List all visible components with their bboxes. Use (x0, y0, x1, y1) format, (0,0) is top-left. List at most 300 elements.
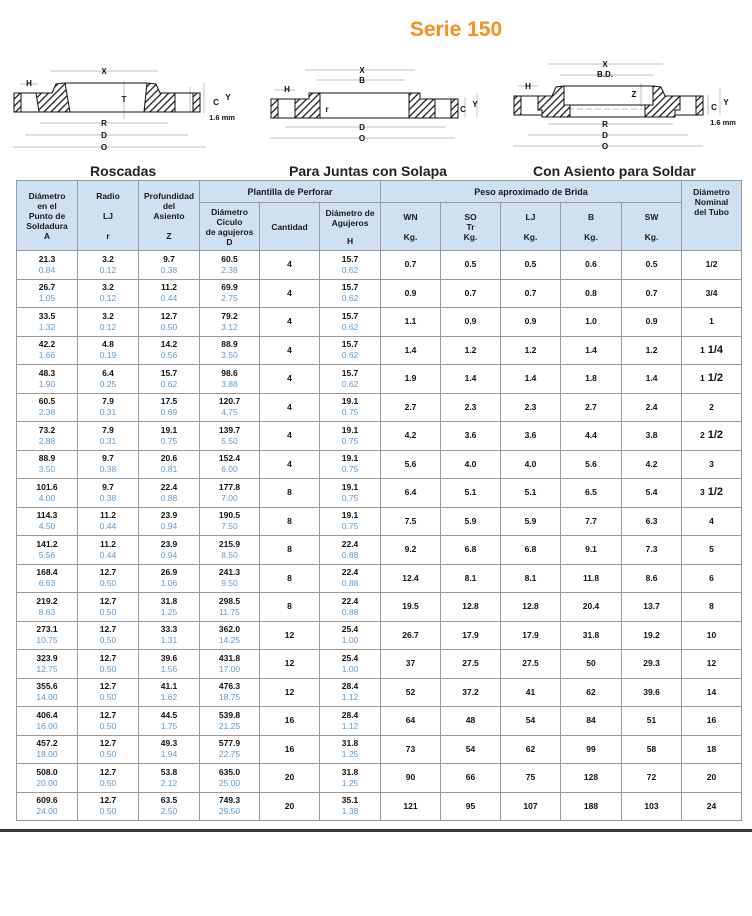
value-inch: 0.62 (341, 350, 359, 361)
cell-weight-sw: 29.3 (622, 650, 682, 679)
value-inch: 4.00 (38, 492, 56, 503)
table-row (17, 279, 742, 308)
cell-weight-sw: 1.4 (622, 365, 682, 394)
cell-d (200, 479, 260, 508)
nominal-whole: 3 (709, 458, 714, 469)
cell-weight-so: 6.8 (441, 536, 501, 565)
cell-z (139, 308, 200, 337)
value-mm: 31.8 (341, 738, 359, 749)
value-mm: 88.9 (221, 339, 238, 350)
value-mm: 635.0 (218, 766, 241, 777)
value-mm: 273.1 (36, 624, 58, 635)
value-mm: 12.7 (99, 595, 117, 606)
value-inch: 3.12 (221, 321, 238, 332)
cell-weight-wn: 5.6 (381, 450, 441, 479)
cell-h (320, 764, 381, 793)
cell-a (17, 308, 78, 337)
value-inch: 0.75 (341, 521, 359, 532)
cell-a (17, 707, 78, 736)
cell-a (17, 336, 78, 365)
value-mm: 17.5 (160, 396, 178, 407)
value-mm: 12.7 (99, 652, 117, 663)
value-inch: 2.12 (160, 777, 178, 788)
cell-nominal (682, 621, 742, 650)
cell-a (17, 479, 78, 508)
cell-weight-sw: 7.3 (622, 536, 682, 565)
cell-weight-b: 50 (561, 650, 622, 679)
flange-socket-weld-drawing (508, 55, 752, 155)
value-inch: 0.62 (341, 264, 359, 275)
value-inch: 0.56 (160, 350, 178, 361)
cell-weight-so: 0.9 (441, 308, 501, 337)
cell-a (17, 279, 78, 308)
header-diametro-soldadura: Diámetro en el Punto de Soldadura A (17, 181, 78, 251)
cell-weight-sw: 5.4 (622, 479, 682, 508)
value-inch: 8.50 (221, 549, 238, 560)
cell-weight-wn: 7.5 (381, 507, 441, 536)
value-inch: 0.50 (99, 806, 117, 817)
cell-weight-b: 7.7 (561, 507, 622, 536)
dim-b-label: B (359, 76, 365, 85)
cell-weight-b: 1.0 (561, 308, 622, 337)
cell-nominal (682, 393, 742, 422)
dim-d-label: D (101, 131, 107, 140)
value-mm: 11.2 (99, 510, 117, 521)
cell-weight-lj: 3.6 (501, 422, 561, 451)
cell-a (17, 564, 78, 593)
value-inch: 0.38 (160, 264, 178, 275)
flange-threaded-drawing (8, 55, 248, 155)
value-inch: 0.31 (99, 407, 117, 418)
table-row (17, 450, 742, 479)
cell-z (139, 593, 200, 622)
cell-weight-sw: 51 (622, 707, 682, 736)
value-inch: 1.25 (341, 749, 359, 760)
value-mm: 25.4 (341, 652, 359, 663)
dim-r-label: r (325, 105, 329, 114)
value-mm: 15.7 (341, 367, 359, 378)
cell-r (78, 593, 139, 622)
value-inch: 0.50 (160, 321, 178, 332)
value-mm: 12.7 (160, 310, 178, 321)
header-radio: Radio LJ r (78, 181, 139, 251)
cell-weight-b: 6.5 (561, 479, 622, 508)
cell-weight-lj: 6.8 (501, 536, 561, 565)
value-mm: 88.9 (38, 453, 56, 464)
cell-h (320, 564, 381, 593)
value-mm: 476.3 (218, 681, 241, 692)
cell-d (200, 764, 260, 793)
cell-r (78, 735, 139, 764)
cell-z (139, 365, 200, 394)
table-row (17, 308, 742, 337)
cell-weight-sw: 39.6 (622, 678, 682, 707)
value-mm: 101.6 (36, 481, 58, 492)
dim-bd-label: B.D. (597, 70, 613, 79)
cell-weight-lj: 54 (501, 707, 561, 736)
value-mm: 141.2 (36, 538, 58, 549)
cell-h (320, 507, 381, 536)
value-mm: 298.5 (218, 595, 241, 606)
value-inch: 0.62 (341, 293, 359, 304)
value-mm: 15.7 (341, 339, 359, 350)
value-mm: 15.7 (160, 367, 178, 378)
cell-weight-b: 9.1 (561, 536, 622, 565)
header-profundidad: Profundidad del Asiento Z (139, 181, 200, 251)
cell-weight-lj: 17.9 (501, 621, 561, 650)
dim-r-label: R (602, 120, 608, 129)
cell-d (200, 365, 260, 394)
value-inch: 14.00 (36, 692, 58, 703)
cell-r (78, 393, 139, 422)
value-inch: 1.31 (160, 635, 178, 646)
table-row (17, 393, 742, 422)
cell-weight-b: 5.6 (561, 450, 622, 479)
value-inch: 2.88 (38, 435, 56, 446)
value-mm: 120.7 (218, 396, 241, 407)
value-inch: 22.75 (218, 749, 241, 760)
value-mm: 23.9 (160, 538, 178, 549)
nominal-whole: 18 (706, 743, 717, 754)
cell-weight-sw: 1.2 (622, 336, 682, 365)
cell-d (200, 422, 260, 451)
cell-weight-b: 2.7 (561, 393, 622, 422)
cell-weight-wn: 4.2 (381, 422, 441, 451)
cell-weight-wn: 9.2 (381, 536, 441, 565)
dim-c-label: C (213, 98, 219, 107)
cell-h (320, 536, 381, 565)
nominal-fraction: 1/2 (707, 429, 724, 442)
value-mm: 152.4 (218, 453, 241, 464)
value-mm: 42.2 (38, 339, 56, 350)
cell-nominal (682, 792, 742, 821)
cell-a (17, 678, 78, 707)
header-nominal: Diámetro Nominal del Tubo (682, 181, 742, 251)
cell-cantidad: 4 (260, 422, 320, 451)
cell-weight-wn: 1.9 (381, 365, 441, 394)
value-mm: 539.8 (218, 709, 241, 720)
cell-weight-lj: 62 (501, 735, 561, 764)
value-mm: 60.5 (38, 396, 56, 407)
cell-weight-so: 27.5 (441, 650, 501, 679)
value-mm: 12.7 (99, 624, 117, 635)
value-inch: 20.00 (36, 777, 58, 788)
nominal-whole: 6 (709, 572, 714, 583)
cell-r (78, 536, 139, 565)
cell-weight-so: 48 (441, 707, 501, 736)
value-inch: 18.75 (218, 692, 241, 703)
value-inch: 0.75 (341, 464, 359, 475)
value-mm: 19.1 (341, 510, 359, 521)
cell-weight-so: 0.5 (441, 251, 501, 280)
cell-weight-b: 11.8 (561, 564, 622, 593)
value-mm: 6.4 (102, 367, 114, 378)
value-mm: 355.6 (36, 681, 58, 692)
cell-a (17, 393, 78, 422)
value-mm: 33.3 (160, 624, 178, 635)
value-mm: 3.2 (102, 282, 114, 293)
cell-a (17, 422, 78, 451)
header-peso-group: Peso aproximado de Brida (381, 181, 682, 203)
value-mm: 53.8 (160, 766, 178, 777)
nominal-whole: 1 (700, 373, 705, 384)
cell-weight-lj: 0.7 (501, 279, 561, 308)
value-inch: 1.94 (160, 749, 178, 760)
value-mm: 48.3 (38, 367, 56, 378)
dim-o-label: O (358, 134, 366, 143)
value-mm: 19.1 (341, 481, 359, 492)
cell-weight-wn: 73 (381, 735, 441, 764)
cell-nominal (682, 650, 742, 679)
value-inch: 7.50 (221, 521, 238, 532)
value-inch: 1.66 (38, 350, 56, 361)
value-mm: 15.7 (341, 310, 359, 321)
flange-lap-joint-drawing (265, 55, 495, 155)
cell-weight-lj: 2.3 (501, 393, 561, 422)
cell-nominal (682, 251, 742, 280)
cell-d (200, 678, 260, 707)
value-mm: 28.4 (341, 709, 359, 720)
cell-weight-so: 12.8 (441, 593, 501, 622)
cell-h (320, 251, 381, 280)
table-header (17, 181, 742, 251)
cell-r (78, 650, 139, 679)
cell-d (200, 564, 260, 593)
nominal-whole: 1 (709, 316, 714, 327)
value-inch: 0.81 (160, 464, 178, 475)
value-inch: 12.75 (36, 663, 58, 674)
nominal-whole: 8 (709, 601, 714, 612)
cell-h (320, 593, 381, 622)
cell-d (200, 735, 260, 764)
header-agujeros: Diámetro de Agujeros H (320, 203, 381, 251)
table-row (17, 707, 742, 736)
nominal-whole: 4 (709, 515, 714, 526)
nominal-fraction: 1/2 (707, 486, 724, 499)
cell-weight-so: 54 (441, 735, 501, 764)
value-inch: 0.12 (99, 321, 117, 332)
value-inch: 1.32 (38, 321, 56, 332)
cell-weight-b: 62 (561, 678, 622, 707)
cell-weight-lj: 0.9 (501, 308, 561, 337)
value-inch: 9.50 (221, 578, 238, 589)
dim-c-label: C (711, 103, 717, 112)
value-mm: 98.6 (221, 367, 238, 378)
cell-weight-wn: 121 (381, 792, 441, 821)
cell-nominal (682, 764, 742, 793)
cell-h (320, 650, 381, 679)
value-inch: 17.00 (218, 663, 241, 674)
nominal-whole: 2 (709, 401, 714, 412)
dim-o-label: O (601, 142, 609, 151)
value-mm: 12.7 (99, 709, 117, 720)
cell-weight-so: 5.9 (441, 507, 501, 536)
dim-gap-label: 1.6 mm (209, 113, 235, 122)
value-mm: 7.9 (102, 396, 114, 407)
cell-d (200, 650, 260, 679)
value-inch: 1.25 (160, 606, 178, 617)
cell-z (139, 507, 200, 536)
cell-z (139, 450, 200, 479)
dim-d-label: D (602, 131, 608, 140)
value-mm: 12.7 (99, 738, 117, 749)
value-mm: 609.6 (36, 795, 58, 806)
cell-h (320, 308, 381, 337)
cell-nominal (682, 365, 742, 394)
cell-d (200, 792, 260, 821)
value-inch: 1.00 (341, 635, 359, 646)
cell-weight-lj: 5.1 (501, 479, 561, 508)
cell-weight-wn: 26.7 (381, 621, 441, 650)
value-inch: 1.38 (341, 806, 359, 817)
cell-weight-sw: 4.2 (622, 450, 682, 479)
dim-y-label: Y (225, 93, 231, 102)
value-inch: 21.25 (218, 720, 241, 731)
value-mm: 9.7 (102, 481, 114, 492)
cell-a (17, 764, 78, 793)
page-title: Serie 150 (409, 18, 503, 41)
value-mm: 22.4 (341, 567, 359, 578)
value-inch: 4.50 (38, 521, 56, 532)
value-inch: 0.12 (99, 264, 117, 275)
value-mm: 219.2 (36, 595, 58, 606)
cell-weight-wn: 1.1 (381, 308, 441, 337)
value-mm: 73.2 (38, 424, 56, 435)
value-mm: 241.3 (218, 567, 241, 578)
cell-r (78, 365, 139, 394)
cell-weight-so: 66 (441, 764, 501, 793)
table-row (17, 621, 742, 650)
cell-a (17, 792, 78, 821)
value-inch: 0.62 (341, 378, 359, 389)
value-mm: 12.7 (99, 567, 117, 578)
value-mm: 23.9 (160, 510, 178, 521)
dim-o-label: O (100, 143, 108, 152)
cell-weight-b: 0.8 (561, 279, 622, 308)
cell-cantidad: 8 (260, 593, 320, 622)
value-mm: 362.0 (218, 624, 241, 635)
value-inch: 6.00 (221, 464, 238, 475)
cell-d (200, 251, 260, 280)
value-inch: 0.44 (99, 521, 117, 532)
nominal-whole: 10 (706, 629, 717, 640)
nominal-fraction: 1/4 (707, 343, 724, 356)
dim-y-label: Y (723, 98, 729, 107)
cell-a (17, 593, 78, 622)
cell-cantidad: 8 (260, 564, 320, 593)
dim-h-label: H (26, 79, 32, 88)
cell-r (78, 621, 139, 650)
cell-weight-b: 188 (561, 792, 622, 821)
cell-weight-wn: 90 (381, 764, 441, 793)
value-inch: 0.75 (341, 407, 359, 418)
cell-cantidad: 8 (260, 536, 320, 565)
cell-cantidad: 20 (260, 792, 320, 821)
value-mm: 431.8 (218, 652, 241, 663)
cell-weight-b: 20.4 (561, 593, 622, 622)
value-inch: 0.62 (160, 378, 178, 389)
nominal-whole: 12 (706, 658, 717, 669)
value-mm: 63.5 (160, 795, 178, 806)
header-cantidad: Cantidad (260, 203, 320, 251)
cell-r (78, 564, 139, 593)
value-mm: 79.2 (221, 310, 238, 321)
cell-weight-sw: 72 (622, 764, 682, 793)
value-inch: 0.50 (99, 635, 117, 646)
cell-weight-b: 84 (561, 707, 622, 736)
cell-weight-sw: 0.9 (622, 308, 682, 337)
value-mm: 168.4 (36, 567, 58, 578)
value-mm: 69.9 (221, 282, 238, 293)
value-mm: 190.5 (218, 510, 241, 521)
value-inch: 0.25 (99, 378, 117, 389)
value-mm: 139.7 (218, 424, 241, 435)
cell-r (78, 707, 139, 736)
table-row (17, 479, 742, 508)
value-mm: 19.1 (160, 424, 178, 435)
table-row (17, 764, 742, 793)
cell-cantidad: 12 (260, 650, 320, 679)
cell-r (78, 507, 139, 536)
value-inch: 1.05 (38, 293, 56, 304)
cell-weight-sw: 2.4 (622, 393, 682, 422)
cell-cantidad: 4 (260, 336, 320, 365)
nominal-whole: 5 (709, 544, 714, 555)
dim-c-label: C (460, 105, 466, 114)
value-mm: 4.8 (102, 339, 114, 350)
diagram-juntas-solapa (265, 55, 495, 155)
cell-cantidad: 4 (260, 279, 320, 308)
value-mm: 7.9 (102, 424, 114, 435)
value-mm: 11.2 (160, 282, 178, 293)
header-so: SO Tr Kg. (441, 203, 501, 251)
bottom-divider (0, 829, 752, 832)
cell-z (139, 764, 200, 793)
cell-cantidad: 4 (260, 251, 320, 280)
cell-r (78, 678, 139, 707)
cell-cantidad: 4 (260, 308, 320, 337)
cell-z (139, 536, 200, 565)
section-asiento-soldar: Con Asiento para Soldar (533, 163, 696, 179)
cell-weight-sw: 8.6 (622, 564, 682, 593)
table-row (17, 792, 742, 821)
cell-d (200, 336, 260, 365)
cell-weight-lj: 75 (501, 764, 561, 793)
value-inch: 1.25 (341, 777, 359, 788)
value-mm: 11.2 (99, 538, 117, 549)
cell-d (200, 621, 260, 650)
value-inch: 1.62 (160, 692, 178, 703)
dim-d-label: D (359, 123, 365, 132)
cell-weight-sw: 6.3 (622, 507, 682, 536)
cell-z (139, 393, 200, 422)
value-inch: 6.63 (38, 578, 56, 589)
diagram-asiento-soldar (508, 55, 752, 155)
cell-cantidad: 16 (260, 735, 320, 764)
cell-z (139, 621, 200, 650)
value-inch: 0.88 (341, 578, 359, 589)
value-mm: 22.4 (341, 595, 359, 606)
cell-weight-b: 4.4 (561, 422, 622, 451)
value-mm: 21.3 (38, 253, 56, 264)
cell-nominal (682, 308, 742, 337)
value-mm: 22.4 (160, 481, 178, 492)
value-inch: 0.88 (341, 549, 359, 560)
cell-cantidad: 4 (260, 365, 320, 394)
value-mm: 406.4 (36, 709, 58, 720)
value-mm: 31.8 (160, 595, 178, 606)
cell-a (17, 507, 78, 536)
